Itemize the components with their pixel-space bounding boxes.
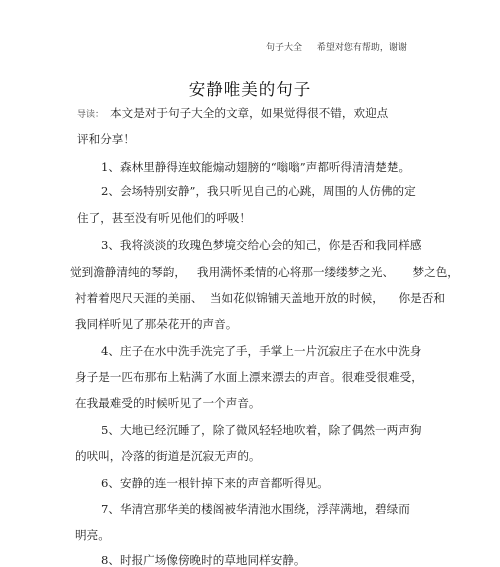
body-line: 3、我将淡淡的玫瑰色梦境交给心会的知己，你是否和我同样感 [101, 238, 422, 252]
body-line: 衬着着咫尺天涯的美丽、 当如花似锦铺天盖地开放的时候， 你是否和 [75, 291, 445, 305]
lead-line [77, 108, 388, 120]
body-line: 5、大地已经沉睡了，除了微风轻轻地吹着，除了偶然一两声狗 [101, 423, 422, 437]
body-line: 觉到澹静清纯的琴韵， 我用满怀柔情的心将那一缕缕梦之光、 梦之色， [70, 265, 459, 279]
body-line: 8、时报广场像傍晚时的草地同样安静。 [101, 553, 306, 567]
body-line: 我同样听见了那朵花开的声音。 [75, 317, 238, 331]
body-line: 的吠叫，冷落的街道是沉寂无声的。 [75, 449, 261, 463]
page-header [266, 40, 407, 53]
body-line: 身子是一匹布那布上粘满了水面上漂来漂去的声音。很难受很难受， [75, 370, 423, 384]
body-line: 4、庄子在水中洗手洗完了手，手掌上一片沉寂庄子在水中洗身 [101, 344, 422, 358]
header-tagline: 希望对您有帮助，谢谢 [316, 43, 407, 53]
body-line: 评和分享！ [77, 132, 135, 146]
body-line: 住了，甚至没有听见他们的呼吸！ [77, 211, 251, 225]
document-title: 安静唯美的句子 [188, 80, 312, 99]
body-line: 6、安静的连一根针掉下来的声音都听得见。 [101, 476, 329, 490]
body-line: 在我最难受的时候听见了一个声音。 [75, 396, 261, 410]
body-line: 明亮。 [75, 528, 110, 542]
lead-label: 导读： [77, 110, 105, 120]
body-line: 2、会场特别安静”，我只听见自己的心跳，周围的人仿佛的定 [101, 184, 416, 198]
body-line: 7、华清宫那华美的楼阁被华清池水围绕，浮萍满地，碧绿而 [101, 502, 410, 516]
header-site-name: 句子大全 [266, 43, 303, 53]
body-line: 本文是对于句子大全的文章，如果觉得很不错，欢迎点 [110, 106, 389, 120]
body-line: 1、森林里静得连蚊能煽动翅膀的“嗡嗡”声都听得清清楚楚。 [101, 160, 411, 174]
